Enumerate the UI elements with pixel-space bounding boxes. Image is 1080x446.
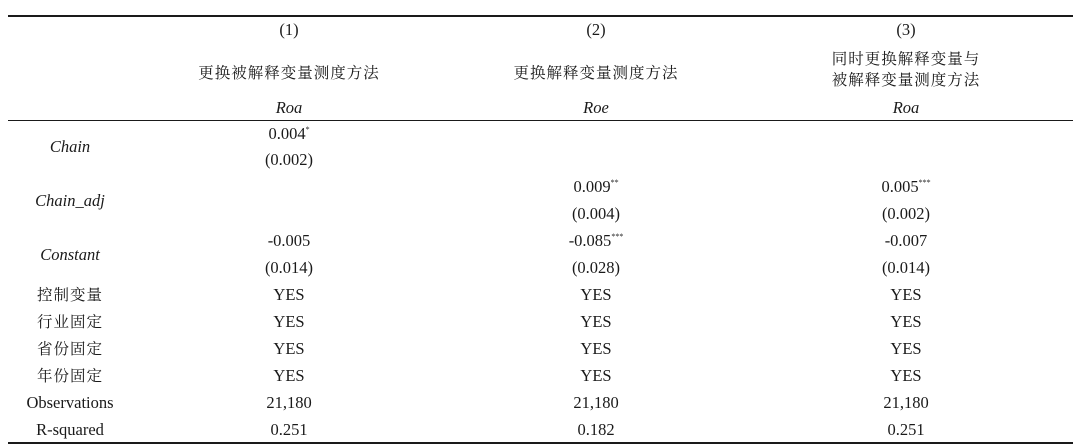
chain-col1-coef: 0.004* bbox=[268, 124, 310, 143]
controls-col3: YES bbox=[890, 285, 922, 304]
col1-dep-var: Roa bbox=[275, 98, 303, 117]
col2-dep-var: Roe bbox=[583, 98, 609, 117]
year-fe-col1: YES bbox=[273, 366, 305, 385]
controls-col1: YES bbox=[273, 285, 305, 304]
constant-col3-se: (0.014) bbox=[881, 258, 931, 277]
constant-col1-se: (0.014) bbox=[264, 258, 314, 277]
constant-col2-se: (0.028) bbox=[571, 258, 621, 277]
industry-fe-col1: YES bbox=[273, 312, 305, 331]
row-label-year-fe: 年份固定 bbox=[36, 367, 104, 385]
col3-dep-var: Roa bbox=[892, 98, 920, 117]
col1-method: 更换被解释变量测度方法 bbox=[198, 64, 380, 82]
constant-col2-coef: -0.085*** bbox=[568, 231, 624, 250]
chain-adj-col3-coef: 0.005*** bbox=[881, 177, 931, 196]
row-label-observations: Observations bbox=[26, 393, 114, 412]
observations-col2: 21,180 bbox=[573, 393, 619, 412]
col1-number: (1) bbox=[279, 20, 299, 39]
row-label-r-squared: R-squared bbox=[36, 420, 104, 439]
r-squared-col2: 0.182 bbox=[577, 420, 615, 439]
row-label-constant: Constant bbox=[40, 245, 100, 264]
header-rule bbox=[8, 120, 1073, 121]
controls-col2: YES bbox=[580, 285, 612, 304]
col3-method-line1: 同时更换解释变量与 bbox=[831, 50, 981, 68]
observations-col1: 21,180 bbox=[266, 393, 312, 412]
constant-col3-coef: -0.007 bbox=[884, 231, 928, 250]
province-fe-col2: YES bbox=[580, 339, 612, 358]
col3-method-line2: 被解释变量测度方法 bbox=[831, 71, 981, 89]
row-label-industry-fe: 行业固定 bbox=[36, 313, 104, 331]
row-label-province-fe: 省份固定 bbox=[36, 340, 104, 358]
col2-number: (2) bbox=[586, 20, 606, 39]
row-label-controls: 控制变量 bbox=[36, 286, 104, 304]
row-label-chain-adj: Chain_adj bbox=[35, 191, 105, 210]
bottom-rule bbox=[8, 442, 1073, 444]
chain-adj-col3-se: (0.002) bbox=[881, 204, 931, 223]
col3-number: (3) bbox=[896, 20, 916, 39]
top-rule bbox=[8, 15, 1073, 17]
province-fe-col1: YES bbox=[273, 339, 305, 358]
year-fe-col3: YES bbox=[890, 366, 922, 385]
col2-method: 更换解释变量测度方法 bbox=[513, 64, 679, 82]
year-fe-col2: YES bbox=[580, 366, 612, 385]
row-label-chain: Chain bbox=[49, 137, 91, 156]
chain-col1-se: (0.002) bbox=[264, 150, 314, 169]
observations-col3: 21,180 bbox=[883, 393, 929, 412]
chain-adj-col2-se: (0.004) bbox=[571, 204, 621, 223]
r-squared-col3: 0.251 bbox=[887, 420, 925, 439]
industry-fe-col3: YES bbox=[890, 312, 922, 331]
chain-adj-col2-coef: 0.009** bbox=[573, 177, 619, 196]
industry-fe-col2: YES bbox=[580, 312, 612, 331]
constant-col1-coef: -0.005 bbox=[267, 231, 311, 250]
r-squared-col1: 0.251 bbox=[270, 420, 308, 439]
province-fe-col3: YES bbox=[890, 339, 922, 358]
